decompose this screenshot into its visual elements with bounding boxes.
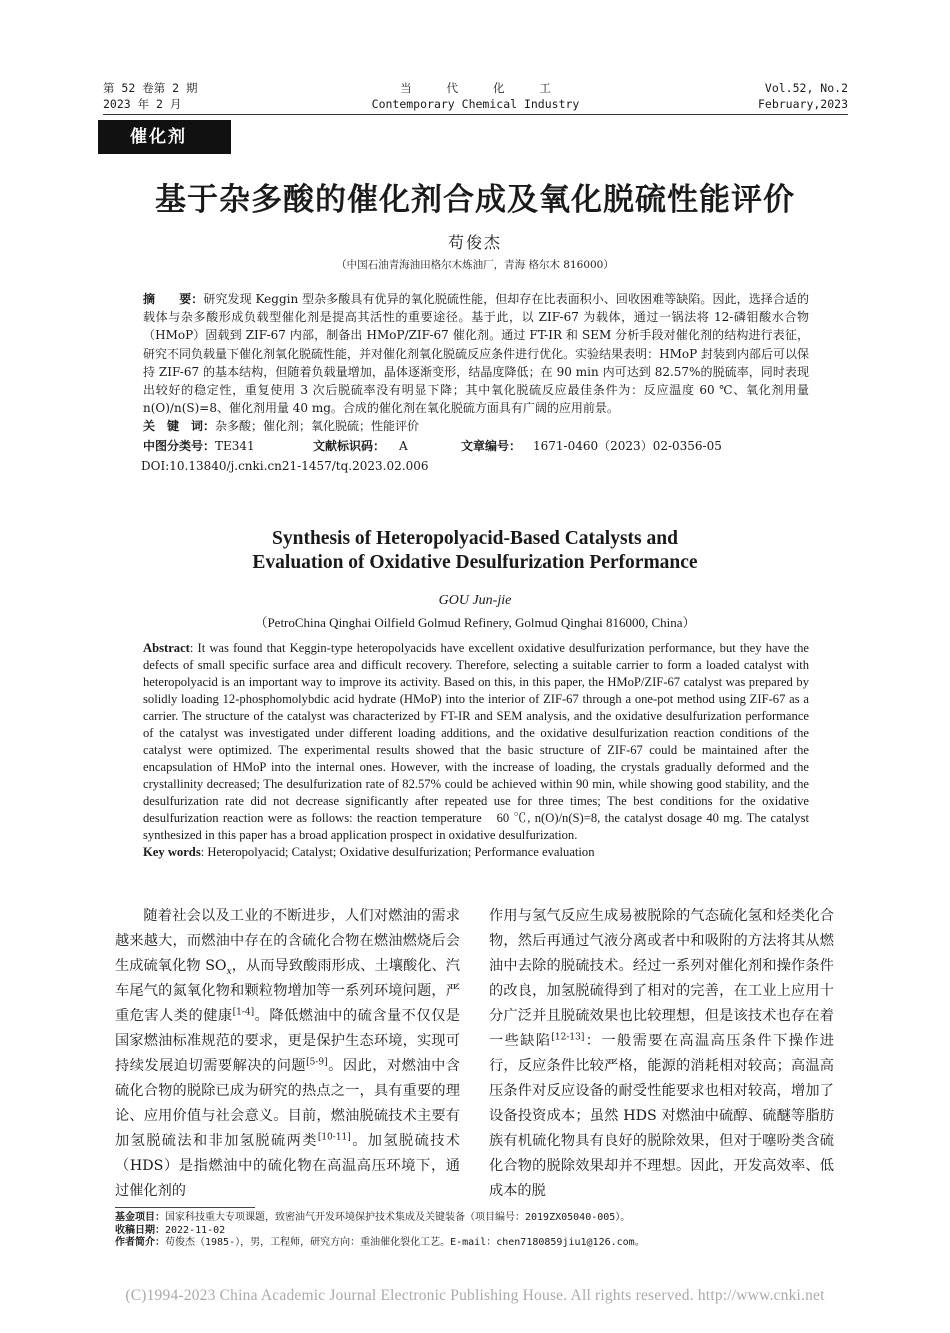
- issue-volume: 第 52 卷第 2 期: [103, 81, 198, 95]
- abstract-zh-block: [143, 290, 809, 476]
- doc-code: 文献标识码： A: [313, 438, 408, 453]
- body-text: 。降低燃油中的硫含量不仅仅是国家燃油标准规范的要求，更是保护生态环境，实现可持续发展迫切需要解决的问题: [115, 1008, 460, 1074]
- footnote-received: [115, 1225, 835, 1238]
- journal-name-en: Contemporary Chemical Industry: [371, 97, 580, 111]
- abstract-en-label: Abstract: [143, 641, 190, 655]
- body-text: ：一般需要在高温高压条件下操作进行，反应条件比较严格，能源的消耗相对较高；高温高压条件对反应设备的耐受性能要求也相对较高，增加了设备投资成本；虽然 HDS 对燃油中硫醇、硫醚等脂肪族有机硫化物具有良好的脱除效果，但对于噻吩类含硫化合物的脱除效果却并不理想。因此，开发高效率、低成本的脱: [489, 1033, 834, 1199]
- header-rule: [103, 114, 848, 115]
- date-en: February,2023: [757, 97, 848, 111]
- fund-label: 基金项目：: [115, 1212, 165, 1223]
- title-en-line2: Evaluation of Oxidative Desulfurization Performance: [252, 552, 698, 573]
- footnote-fund: [115, 1212, 835, 1225]
- abstract-zh: [143, 290, 809, 417]
- keywords-en-text: : Heteropolyacid; Catalyst; Oxidative desulfurization; Performance evaluation: [200, 845, 595, 859]
- received-label: 收稿日期：: [115, 1224, 165, 1236]
- affiliation-en: （PetroChina Qinghai Oilfield Golmud Refinery, Golmud Qinghai 816000, China）: [254, 615, 696, 630]
- body-text: 随着社会以及工业的不断进步，人们对燃油的需求越来越大，而燃油中存在的含硫化合物在燃油燃烧后会生成硫氧化物 SO: [115, 908, 460, 974]
- keywords-zh-text: 杂多酸；催化剂；氧化脱硫；性能评价: [215, 419, 420, 434]
- abstract-en-text: : It was found that Keggin-type heteropolyacids have excellent oxidative desulfurization performance, but they have the defects of small specific surface area and difficult recovery. Therefore, selecting a suitable carrier to form a loaded catalyst with heteropolyacid is an important way to improve its activity. Based on this, in this paper, the HMoP/ZIF-67 catalyst was prepared by solidly loading 12-phosphomolybdic acid hydrate (HMoP) into the interior of ZIF-67 through a one-pot method using ZIF-67 as a carrier. The structure of the catalyst was characterized by FT-IR and SEM analysis, and the oxidative desulfurization performance of the catalyst was investigated under different loading additions, and the oxidative desulfurization reaction conditions of the catalyst were optimized. The experimental results showed that the basic structure of ZIF-67 could be maintained after the encapsulation of HMoP into the internal ones. However, with the increase of loading, the crystals gradually deformed and the crystallinity decreased; The desulfurization rate of 82.57% could be achieved within 90 min, while showing good stability, and the desulfurization rate did not decrease significantly after repeated use for three times; The best conditions for the oxidative desulfurization reaction were as follows: the reaction temperature 60 ℃, n(O)/n(S)=8, the catalyst dosage 40 mg. The catalyst synthesized in this paper has a broad application prospect in oxidative desulfurization.: [143, 641, 809, 842]
- abstract-zh-text: 研究发现 Keggin 型杂多酸具有优异的氧化脱硫性能，但却存在比表面积小、回收困难等缺陷。因此，选择合适的载体与杂多酸形成负载型催化剂是提高其活性的重要途径。基于此，以 ZIF-67 为载体，通过一锅法将 12-磷钼酸水合物（HMoP）固载到 ZIF-67 内部，制备出 HMoP/ZIF-67 催化剂。通过 FT-IR 和 SEM 分析手段对催化剂的结构进行表征，研究不同负载量下催化剂氧化脱硫性能，并对催化剂氧化脱硫反应条件进行优化。实验结果表明：HMoP 封装到内部后可以保持 ZIF-67 的基本结构，但随着负载量增加，晶体逐渐变形，结晶度降低；在 90 min 内可达到 82.57%的脱硫率，同时表现出较好的稳定性，重复使用 3 次后脱硫率没有明显下降；其中氧化脱硫反应最佳条件为：反应温度 60 ℃、氧化剂用量 n(O)/n(S)=8、催化剂用量 40 mg。合成的催化剂在氧化脱硫方面具有广阔的应用前景。: [143, 292, 809, 416]
- footnote-rule: [115, 1207, 255, 1208]
- abstract-zh-label: 摘 要：: [143, 292, 204, 306]
- body-text: 。加氢脱硫技术（HDS）是指燃油中的硫化物在高温高压环境下，通过催化剂的: [115, 1133, 460, 1199]
- author-bio-text: 苟俊杰（1985-），男，工程师，研究方向：重油催化裂化工艺。E-mail：chen7180859jiu1@126.com。: [165, 1237, 645, 1248]
- body-column-left: [115, 904, 460, 1204]
- keywords-en: [143, 844, 809, 861]
- keywords-zh: [143, 417, 809, 435]
- body-text: 。因此，对燃油中含硫化合物的脱除已成为研究的热点之一，具有重要的理论、应用价值与社会意义。目前，燃油脱硫技术主要有加氢脱硫法和非加氢脱硫两类: [115, 1058, 460, 1149]
- footnote-author: [115, 1237, 835, 1250]
- citation-ref[interactable]: [5-9]: [306, 1057, 328, 1068]
- author-zh: 苟俊杰: [447, 233, 502, 252]
- issue-info-en: [758, 80, 848, 112]
- author-en: GOU Jun-jie: [438, 593, 512, 608]
- classification-row: [143, 436, 809, 456]
- section-tag: 催化剂: [98, 120, 231, 154]
- title-en-line1: Synthesis of Heteropolyacid-Based Catalysts and: [272, 528, 678, 549]
- citation-ref[interactable]: [1-4]: [232, 1007, 255, 1018]
- volume-en: Vol.52, No.2: [764, 81, 848, 95]
- footnotes: [115, 1212, 835, 1250]
- cnki-watermark-footer: (C)1994-2023 China Academic Journal Electronic Publishing House. All rights reserved. http://www.cnki.net: [125, 1287, 825, 1304]
- abstract-en-block: [143, 640, 809, 861]
- issue-date: 2023 年 2 月: [103, 97, 182, 111]
- fund-text: 国家科技重大专项课题，致密油气开发环境保护技术集成及关键装备（项目编号：2019ZX05040-005）。: [165, 1212, 631, 1223]
- body-text: ，从而导致酸雨形成、土壤酸化、汽车尾气的氮氧化物和颗粒物增加等一系列环境问题，严重危害人类的健康: [115, 958, 460, 1024]
- received-date: 2022-11-02: [165, 1224, 226, 1236]
- clc-code: 中图分类号：TE341: [143, 438, 255, 453]
- body-text: 作用与氢气反应生成易被脱除的气态硫化氢和烃类化合物，然后再通过气液分离或者中和吸附的方法将其从燃油中去除的脱硫技术。经过一系列对催化剂和操作条件的改良，加氢脱硫得到了相对的完善，在工业上应用十分广泛并且脱硫效果也比较理想，但是该技术也存在着一些缺陷: [489, 908, 834, 1049]
- article-number: 文章编号： 1671-0460（2023）02-0356-05: [461, 438, 722, 453]
- doi: DOI:10.13840/j.cnki.cn21-1457/tq.2023.02.006: [141, 458, 429, 473]
- author-bio-label: 作者简介：: [115, 1237, 165, 1248]
- journal-name-zh: 当 代 化 工: [400, 81, 565, 95]
- running-header: [103, 80, 848, 114]
- subscript: x: [226, 966, 232, 977]
- citation-ref[interactable]: [10-11]: [317, 1132, 351, 1143]
- affiliation-zh: （中国石油青海油田格尔木炼油厂，青海 格尔木 816000）: [336, 259, 614, 271]
- citation-ref[interactable]: [12-13]: [551, 1032, 585, 1043]
- journal-name: [103, 80, 848, 112]
- keywords-zh-label: 关 键 词：: [143, 419, 216, 434]
- body-column-right: [489, 904, 834, 1204]
- title-zh: 基于杂多酸的催化剂合成及氧化脱硫性能评价: [155, 182, 795, 218]
- title-en: [0, 527, 950, 575]
- keywords-en-label: Key words: [143, 845, 201, 859]
- abstract-en: [143, 640, 809, 844]
